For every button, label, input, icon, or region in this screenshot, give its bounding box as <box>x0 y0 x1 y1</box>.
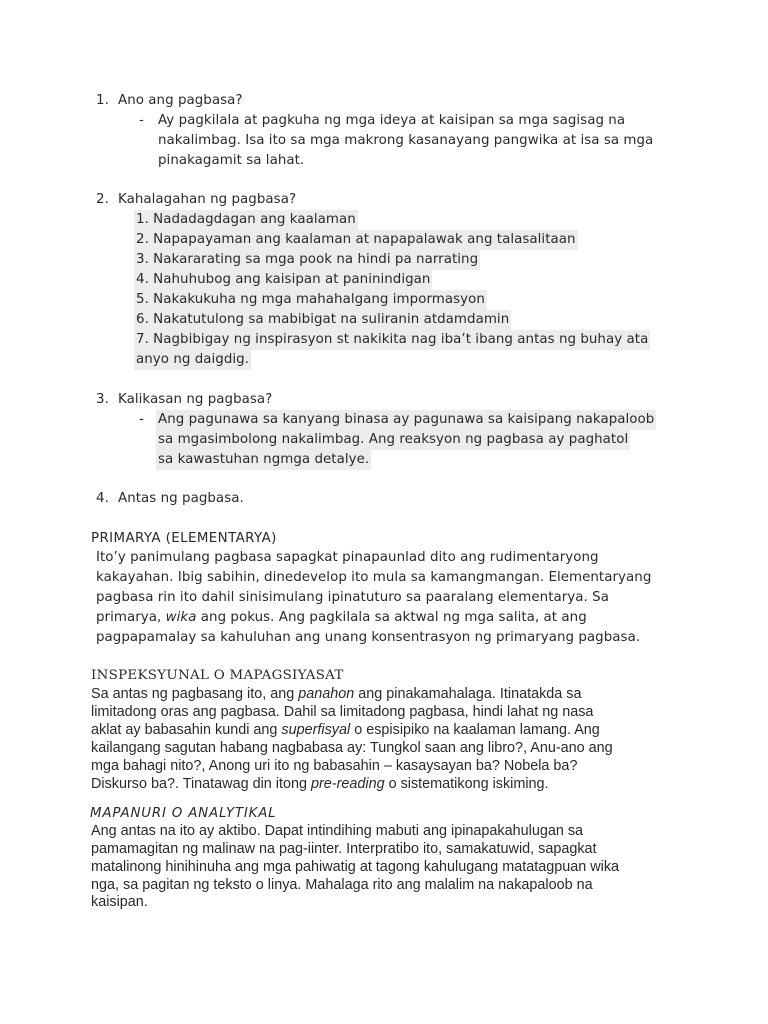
question-3-number: 3. <box>96 392 109 407</box>
paragraph-line: kaisipan. <box>91 894 148 910</box>
text-run: primarya, <box>96 610 166 625</box>
emphasis-word: pre-reading <box>310 776 385 792</box>
importance-list-item: 4. Nahuhubog ang kaisipan at paninindigan <box>134 270 432 290</box>
text-run: o sistematikong iskiming. <box>384 776 549 792</box>
text-run: aklat ay babasahin kundi ang <box>91 722 282 738</box>
importance-list-item: 1. Nadadagdagan ang kaalaman <box>134 210 358 230</box>
paragraph-line <box>91 775 549 793</box>
importance-list-item: 3. Nakararating sa mga pook na hindi pa narrating <box>134 250 480 270</box>
importance-list-item: 7. Nagbibigay ng inspirasyon st nakikita nag iba’t ibang antas ng buhay ata <box>134 330 650 350</box>
importance-list-item: 2. Napapayaman ang kaalaman at napapalawak ang talasalitaan <box>134 230 578 250</box>
paragraph-line: nga, sa pagitan ng teksto o linya. Mahalaga rito ang malalim na nakapaloob na <box>91 877 593 893</box>
importance-list-item: 5. Nakakukuha ng mga mahahalgang impormasyon <box>134 290 487 310</box>
paragraph-line <box>96 608 587 628</box>
paragraph-line: Ito’y panimulang pagbasa sapagkat pinapaunlad dito ang rudimentaryong <box>96 550 599 565</box>
paragraph-line: pamamagitan ng malinaw na pag-iinter. Interpratibo ito, samakatuwid, sapagkat <box>91 841 597 857</box>
question-3-title: Kalikasan ng pagbasa? <box>118 392 273 407</box>
emphasis-word: panahon <box>298 686 355 702</box>
question-3-answer-line: Ang pagunawa sa kanyang binasa ay pagunawa sa kaisipang nakapaloob <box>156 410 656 430</box>
text-run: Diskurso ba?. Tinatawag din itong <box>91 776 311 792</box>
section-heading: PRIMARYA (ELEMENTARYA) <box>91 531 277 546</box>
section-heading: MAPANURI O ANALYTIKAL <box>90 806 277 821</box>
emphasis-word: wika <box>165 610 197 625</box>
text-run: ang pinakamahalaga. Itinatakda sa <box>354 686 582 702</box>
question-1-answer-line: pinakagamit sa lahat. <box>158 153 305 168</box>
question-2-title: Kahalagahan ng pagbasa? <box>118 192 297 207</box>
paragraph-line: matalinong hinihinuha ang mga pahiwatig at tagong kahulugang matatagpuan wika <box>91 859 620 875</box>
paragraph-line: kailangang sagutan habang nagbabasa ay: Tungkol saan ang libro?, Anu-ano ang <box>91 740 613 756</box>
paragraph-line: kakayahan. Ibig sabihin, dinedevelop ito mula sa kamangmangan. Elementaryang <box>96 570 652 585</box>
question-2-number: 2. <box>96 192 109 207</box>
paragraph-line: mga bahagi nito?, Anong uri ito ng babasahin – kasaysayan ba? Nobela ba? <box>91 758 578 774</box>
question-1-answer-line: Ay pagkilala at pagkuha ng mga ideya at kaisipan sa mga sagisag na <box>158 113 626 128</box>
question-3-dash: - <box>139 412 144 427</box>
question-1-dash: - <box>139 113 144 128</box>
emphasis-word: superfisyal <box>281 722 351 738</box>
paragraph-line: Ang antas na ito ay aktibo. Dapat intindihing mabuti ang ipinapakahulugan sa <box>91 823 584 839</box>
question-4-title: Antas ng pagbasa. <box>118 491 244 506</box>
question-4-number: 4. <box>96 491 109 506</box>
paragraph-line: limitadong oras ang pagbasa. Dahil sa limitadong pagbasa, hindi lahat ng nasa <box>91 704 594 720</box>
paragraph-line: pagpapamalay sa kahuluhan ang unang konsentrasyon ng primaryang pagbasa. <box>96 630 641 645</box>
text-run: o espisipiko na kaalaman lamang. Ang <box>350 722 600 738</box>
question-3-answer-line: sa kawastuhan ngmga detalye. <box>156 450 371 470</box>
text-run: Sa antas ng pagbasang ito, ang <box>91 686 299 702</box>
question-1-number: 1. <box>96 93 109 108</box>
paragraph-line <box>91 721 600 739</box>
question-1-answer-line: nakalimbag. Isa ito sa mga makrong kasanayang pangwika at isa sa mga <box>158 133 654 148</box>
paragraph-line: pagbasa rin ito dahil sinisimulang ipinatuturo sa paaralang elementarya. Sa <box>96 590 609 605</box>
importance-list-item-continuation: anyo ng daigdig. <box>134 350 251 370</box>
importance-list-item: 6. Nakatutulong sa mabibigat na suliranin atdamdamin <box>134 310 511 330</box>
question-1-title: Ano ang pagbasa? <box>118 93 243 108</box>
section-heading: INSPEKSYUNAL O MAPAGSIYASAT <box>91 668 344 683</box>
paragraph-line <box>91 685 581 703</box>
text-run: ang pokus. Ang pagkilala sa aktwal ng mga salita, at ang <box>196 610 587 625</box>
question-3-answer-line: sa mgasimbolong nakalimbag. Ang reaksyon ng pagbasa ay paghatol <box>156 430 630 450</box>
